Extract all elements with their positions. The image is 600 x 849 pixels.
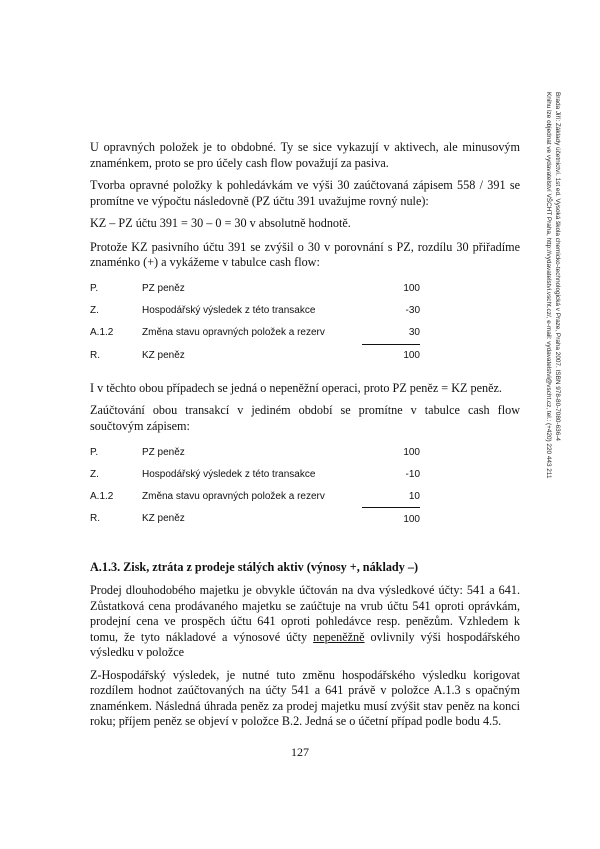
row-code: R.	[90, 513, 100, 525]
paragraph-tvorba-opravne-polozky: Tvorba opravné položky k pohledávkám ve výši 30 zaúčtovaná zápisem 558 / 391 se promítne ve výpočtu následovně (PZ účtu 391 uvažujme rovný nule):	[90, 178, 520, 208]
row-value: 100	[403, 283, 420, 294]
paragraph-calculation: KZ – PZ účtu 391 = 30 – 0 = 30 v absolutně hodnotě.	[90, 216, 351, 230]
spacer	[90, 367, 520, 381]
row-value: -30	[405, 305, 420, 316]
table-row-total	[90, 508, 420, 531]
spacer	[90, 530, 520, 560]
table-row	[90, 300, 420, 322]
row-code: P.	[90, 283, 99, 294]
row-description: KZ peněz	[142, 349, 185, 361]
row-code: Z.	[90, 468, 99, 480]
table-row	[90, 322, 420, 345]
row-code: R.	[90, 349, 100, 361]
row-value: -10	[405, 468, 420, 480]
section-heading: A.1.3. Zisk, ztráta z prodeje stálých aktiv (výnosy +, náklady –)	[90, 560, 419, 574]
sidenote-line-1: Brada Jiří: Základy účetnictví. 1st ed. Vysoká škola chemicko-technologická v Praze, Praha 2007. ISBN 978-80-7080-636-4	[554, 92, 561, 441]
table-row	[90, 485, 420, 508]
row-code: A.1.2	[90, 490, 114, 502]
row-description: Změna stavu opravných položek a rezerv	[142, 327, 325, 339]
row-value: 100	[362, 508, 420, 531]
row-value: 100	[362, 344, 420, 367]
row-description: Hospodářský výsledek z této transakce	[142, 468, 316, 480]
row-description: PZ peněz	[142, 283, 185, 294]
page-content	[90, 140, 520, 737]
row-description: Hospodářský výsledek z této transakce	[142, 305, 316, 316]
paragraph-opravne-polozky: U opravných položek je to obdobné. Ty se sice vykazují v aktivech, ale minusovým znaménkem, proto se pro účely cash flow považují za pasiva.	[90, 140, 520, 170]
row-value: 10	[408, 490, 420, 502]
paragraph-text: Prodej dlouhodobého majetku je obvykle účtován na dva výsledkové účty: 541 a 641. Zůstatková cena prodávaného majetku se zaúčtuje na vrub účtu 541 oproti oprávkám, prodejní cena ve prospěch účtu 641 oproti pohledávce resp. penězům. Vzhledem k tomu, že tyto nákladové a výnosové účty	[90, 583, 520, 644]
row-code: P.	[90, 446, 99, 458]
sidenote-line-2: Knihu lze objednat ve vydavatelství VŠCHT Praha, http://vydavatelstvi.vscht.cz/, e-mail: vydavatelstvi@vscht.cz, tel.: (+420) 220 443 211	[545, 92, 552, 479]
row-value: 30	[408, 327, 420, 338]
paragraph-nepenezni-operace: I v těchto obou případech se jedná o nepeněžní operaci, proto PZ peněz = KZ peněz.	[90, 380, 502, 395]
table-row-total	[90, 344, 420, 367]
row-description: Změna stavu opravných položek a rezerv	[142, 490, 325, 502]
page-number: 127	[291, 745, 309, 759]
row-code: Z.	[90, 305, 99, 316]
table-row	[90, 441, 420, 463]
underlined-term: nepeněžně	[313, 629, 365, 644]
cash-flow-table-1	[90, 278, 420, 367]
paragraph-hospodarsky-vysledek: Z-Hospodářský výsledek, je nutné tuto změnu hospodářského výsledku korigovat rozdílem hodnot zaúčtovaných na účty 541 a 641 právě v položce A.1.3 s opačným znaménkem. Následná úhrada peněz za prodej majetku musí zvýšit stav peněz na konci roku; příjem peněz se objeví v položce B.2. Jedná se o účetní případ podle bodu 4.5.	[90, 667, 520, 728]
table-row	[90, 463, 420, 485]
publication-sidenote	[532, 92, 562, 552]
table-row	[90, 278, 420, 300]
paragraph-zauctovani: Zaúčtování obou transakcí v jediném období se promítne v tabulce cash flow součtovým zápisem:	[90, 403, 520, 433]
paragraph-text: ovlivnily výši hospodářského výsledku v položce	[90, 629, 520, 659]
paragraph-protoze: Protože KZ pasivního účtu 391 se zvýšil o 30 v porovnání s PZ, rozdílu 30 přiřadíme znaménko (+) a vykážeme v tabulce cash flow:	[90, 239, 520, 269]
row-description: KZ peněz	[142, 513, 185, 525]
row-description: PZ peněz	[142, 446, 185, 458]
row-code: A.1.2	[90, 327, 114, 339]
paragraph-prodej-majetku	[90, 583, 520, 661]
cash-flow-table-2	[90, 441, 420, 530]
row-value: 100	[403, 446, 420, 458]
